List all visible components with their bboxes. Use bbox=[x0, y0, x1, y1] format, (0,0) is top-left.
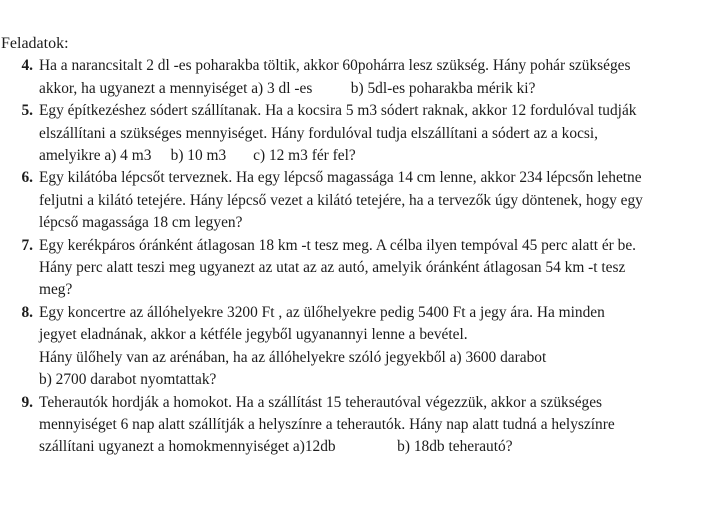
problem-line: feljutni a kilátó tetejére. Hány lépcső vezet a kilátó tetejére, ha a tervezők úgy döntenek, hogy egy bbox=[39, 191, 643, 209]
problem-number: 9. bbox=[21, 393, 33, 411]
problem-line: akkor, ha ugyanezt a mennyiséget a) 3 dl -es b) 5dl-es poharakba mérik ki? bbox=[39, 79, 536, 97]
problem-9 bbox=[1, 392, 714, 459]
problem-4 bbox=[1, 55, 714, 100]
problem-number: 6. bbox=[21, 169, 33, 187]
problem-line: lépcső magassága 18 cm legyen? bbox=[39, 214, 243, 232]
problem-7 bbox=[1, 235, 714, 302]
problem-line: amelyikre a) 4 m3 b) 10 m3 c) 12 m3 fér fel? bbox=[39, 147, 356, 165]
problem-line: Egy kerékpáros óránként átlagosan 18 km -t tesz meg. A célba ilyen tempóval 45 perc alatt ér be. bbox=[39, 236, 637, 254]
problem-text bbox=[39, 100, 714, 167]
problem-text bbox=[39, 392, 714, 459]
problem-text bbox=[39, 235, 714, 302]
problem-line: Egy koncertre az állóhelyekre 3200 Ft , az ülőhelyekre pedig 5400 Ft a jegy ára. Ha minden bbox=[39, 303, 605, 321]
problem-8 bbox=[1, 302, 714, 392]
problem-line: elszállítani a szükséges mennyiséget. Hány fordulóval tudja elszállítani a sódert az a kocsi, bbox=[39, 124, 599, 142]
problem-number: 5. bbox=[21, 102, 33, 120]
problem-text bbox=[39, 167, 714, 234]
problem-line: b) 2700 darabot nyomtattak? bbox=[39, 371, 217, 389]
problem-line: szállítani ugyanezt a homokmennyiséget a)12db b) 18db teherautó? bbox=[39, 438, 513, 456]
problem-line: Hány ülőhely van az arénában, ha az állóhelyekre szóló jegyekből a) 3600 darabot bbox=[39, 348, 547, 366]
problem-line: jegyet eladnának, akkor a kétféle jegyből ugyanannyi lenne a bevétel. bbox=[39, 326, 468, 344]
problem-6 bbox=[1, 167, 714, 234]
problem-number: 8. bbox=[21, 303, 33, 321]
problem-line: meg? bbox=[39, 281, 73, 299]
problem-text bbox=[39, 55, 714, 100]
problem-line: Egy építkezéshez sódert szállítanak. Ha a kocsira 5 m3 sódert raknak, akkor 12 fordulóval tudják bbox=[39, 102, 637, 120]
problem-line: Teherautók hordják a homokot. Ha a szállítást 15 teherautóval végezzük, akkor a szükséges bbox=[39, 393, 603, 411]
problem-number: 4. bbox=[21, 57, 33, 75]
problem-line: Egy kilátóba lépcsőt terveznek. Ha egy lépcső magassága 14 cm lenne, akkor 234 lépcsőn lehetne bbox=[39, 169, 642, 187]
problem-line: mennyiséget 6 nap alatt szállítják a helyszínre a teherautók. Hány nap alatt tudná a helyszínre bbox=[39, 415, 615, 433]
problem-line: Hány perc alatt teszi meg ugyanezt az utat az az autó, amelyik óránként átlagosan 54 km -t tesz bbox=[39, 259, 626, 277]
page-title: Feladatok: bbox=[1, 35, 69, 52]
problem-text bbox=[39, 302, 714, 392]
problem-line: Ha a narancsitalt 2 dl -es poharakba töltik, akkor 60pohárra lesz szükség. Hány pohár szükséges bbox=[39, 57, 631, 75]
problem-5 bbox=[1, 100, 714, 167]
problem-number: 7. bbox=[21, 236, 33, 254]
problem-list bbox=[1, 55, 714, 458]
